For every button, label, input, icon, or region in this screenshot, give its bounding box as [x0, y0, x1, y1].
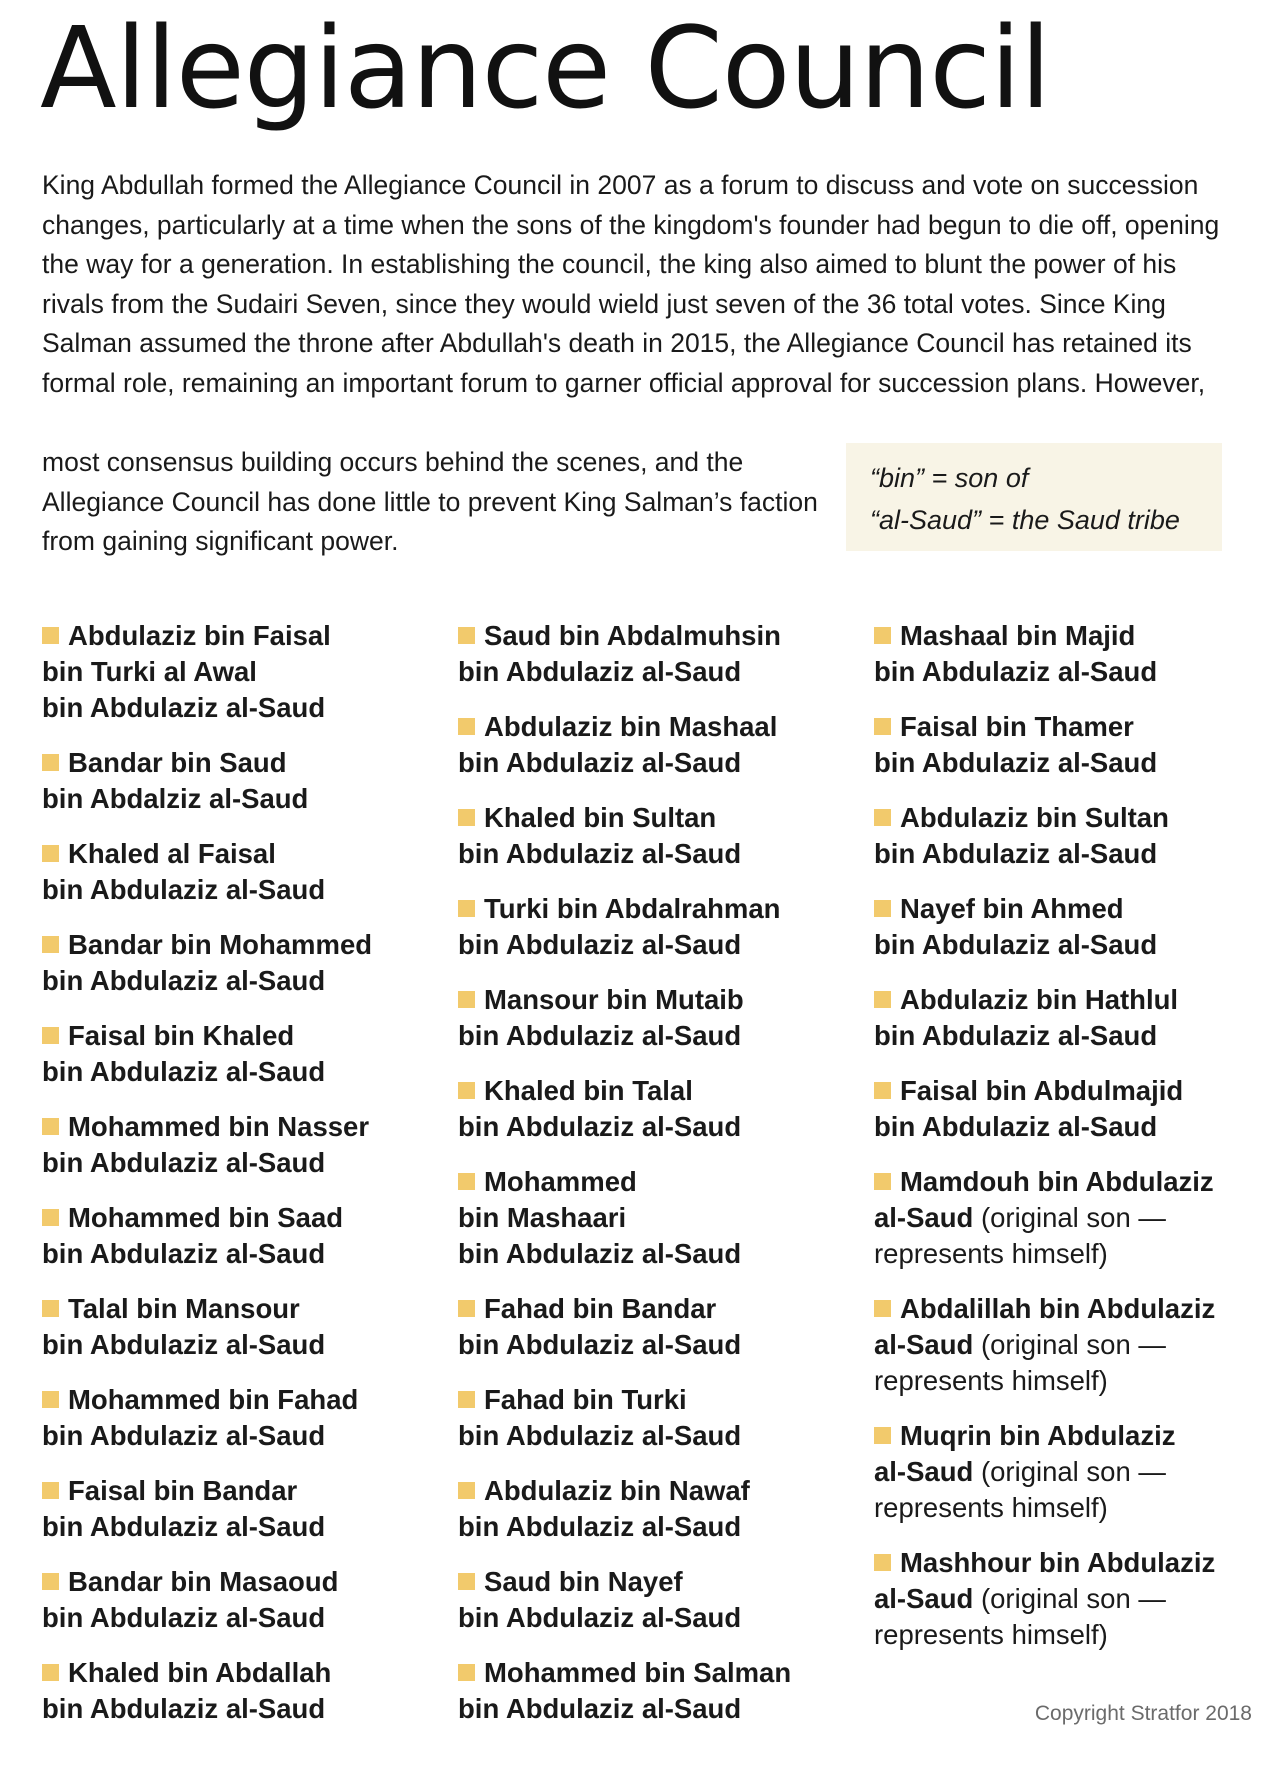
member-name-text: al-Saud	[874, 1583, 974, 1614]
member-entry	[458, 618, 858, 690]
member-name-text: bin Abdulaziz al-Saud	[42, 1329, 326, 1360]
member-name-text: Abdulaziz bin Hathlul	[900, 984, 1179, 1015]
member-note: (original son —	[980, 1583, 1166, 1614]
member-name-text: bin Abdulaziz al-Saud	[42, 1693, 326, 1724]
member-entry	[458, 1655, 858, 1727]
square-bullet-icon	[458, 900, 475, 917]
member-name-line	[42, 1291, 442, 1327]
member-name-text: bin Abdulaziz al-Saud	[458, 1420, 742, 1451]
member-entry	[42, 618, 442, 726]
member-lineage-line	[458, 1509, 858, 1545]
member-lineage-line	[874, 927, 1274, 963]
member-name-line	[458, 1564, 858, 1600]
member-name-line	[458, 709, 858, 745]
member-note: represents himself)	[874, 1492, 1108, 1523]
member-name-line	[458, 1473, 858, 1509]
member-name-text: bin Abdulaziz al-Saud	[458, 1693, 742, 1724]
member-name-text: bin Abdulaziz al-Saud	[458, 838, 742, 869]
member-name-text: Mohammed bin Salman	[484, 1657, 792, 1688]
member-entry	[458, 1291, 858, 1363]
member-name-text: bin Abdulaziz al-Saud	[874, 838, 1158, 869]
member-entry	[458, 1473, 858, 1545]
square-bullet-icon	[874, 1554, 891, 1571]
member-lineage-line	[458, 836, 858, 872]
member-name-line	[874, 1164, 1274, 1200]
member-name-line	[42, 1018, 442, 1054]
member-entry	[42, 1109, 442, 1181]
member-entry	[458, 891, 858, 963]
member-lineage-line	[42, 872, 442, 908]
member-name-text: bin Abdulaziz al-Saud	[874, 656, 1158, 687]
member-name-text: bin Abdulaziz al-Saud	[458, 1020, 742, 1051]
square-bullet-icon	[42, 1027, 59, 1044]
member-name-line	[458, 1382, 858, 1418]
member-name-line	[458, 800, 858, 836]
member-note: represents himself)	[874, 1365, 1108, 1396]
member-name-line	[874, 1073, 1274, 1109]
member-lineage-line	[42, 1145, 442, 1181]
member-name-text: Faisal bin Abdulmajid	[900, 1075, 1184, 1106]
member-name-text: Bandar bin Saud	[68, 747, 287, 778]
member-name-text: Mohammed	[484, 1166, 637, 1197]
member-entry	[42, 1018, 442, 1090]
member-entry	[874, 891, 1274, 963]
member-name-text: Abdulaziz bin Sultan	[900, 802, 1169, 833]
member-entry	[874, 618, 1274, 690]
square-bullet-icon	[42, 627, 59, 644]
member-name-text: Faisal bin Khaled	[68, 1020, 295, 1051]
member-name-text: bin Abdulaziz al-Saud	[42, 1602, 326, 1633]
member-lineage-line	[42, 1600, 442, 1636]
member-lineage-line	[874, 836, 1274, 872]
square-bullet-icon	[458, 1573, 475, 1590]
square-bullet-icon	[42, 1300, 59, 1317]
square-bullet-icon	[874, 809, 891, 826]
member-name-text: Mohammed bin Nasser	[68, 1111, 370, 1142]
square-bullet-icon	[874, 718, 891, 735]
member-name-text: Mashhour bin Abdulaziz	[900, 1547, 1216, 1578]
member-entry	[874, 800, 1274, 872]
intro-paragraph-continued: most consensus building occurs behind the scenes, and the Allegiance Council has done little to prevent King Salman’s faction from gaining significant power.	[42, 447, 818, 556]
member-name-text: Talal bin Mansour	[68, 1293, 300, 1324]
member-name-text: bin Abdulaziz al-Saud	[42, 1147, 326, 1178]
member-lineage-line	[874, 1200, 1274, 1236]
members-column-2	[458, 618, 858, 1746]
member-lineage-line	[42, 1509, 442, 1545]
member-name-text: Mansour bin Mutaib	[484, 984, 744, 1015]
member-name-text: bin Abdulaziz al-Saud	[458, 1111, 742, 1142]
members-column-1	[42, 618, 442, 1746]
member-name-text: Khaled bin Talal	[484, 1075, 693, 1106]
member-name-text: bin Abdulaziz al-Saud	[458, 1238, 742, 1269]
member-lineage-line	[874, 1327, 1274, 1363]
member-lineage-line	[458, 1018, 858, 1054]
member-name-line	[874, 1418, 1274, 1454]
member-name-line	[458, 618, 858, 654]
member-name-text: Khaled bin Sultan	[484, 802, 717, 833]
member-name-line	[874, 800, 1274, 836]
member-entry	[874, 982, 1274, 1054]
member-lineage-line	[458, 1236, 858, 1272]
square-bullet-icon	[458, 1664, 475, 1681]
member-name-text: bin Abdulaziz al-Saud	[874, 1020, 1158, 1051]
member-name-text: bin Abdulaziz al-Saud	[42, 1511, 326, 1542]
member-entry	[42, 1564, 442, 1636]
member-name-line	[458, 1073, 858, 1109]
member-lineage-line	[42, 1691, 442, 1727]
member-name-text: Nayef bin Ahmed	[900, 893, 1124, 924]
member-name-text: bin Abdulaziz al-Saud	[42, 965, 326, 996]
member-entry	[874, 1418, 1274, 1526]
member-name-text: Abdulaziz bin Mashaal	[484, 711, 778, 742]
member-lineage-line	[458, 745, 858, 781]
member-name-text: bin Abdulaziz al-Saud	[458, 656, 742, 687]
member-name-text: Khaled al Faisal	[68, 838, 276, 869]
member-lineage-line	[874, 1109, 1274, 1145]
member-name-text: Mohammed bin Saad	[68, 1202, 344, 1233]
square-bullet-icon	[42, 1118, 59, 1135]
square-bullet-icon	[874, 1427, 891, 1444]
member-name-line	[42, 1473, 442, 1509]
member-name-text: bin Abdulaziz al-Saud	[458, 1329, 742, 1360]
square-bullet-icon	[42, 936, 59, 953]
member-name-text: Khaled bin Abdallah	[68, 1657, 332, 1688]
member-name-text: Muqrin bin Abdulaziz	[900, 1420, 1176, 1451]
member-entry	[458, 982, 858, 1054]
square-bullet-icon	[458, 1173, 475, 1190]
copyright-notice: Copyright Stratfor 2018	[1034, 1702, 1252, 1725]
member-name-text: Mamdouh bin Abdulaziz	[900, 1166, 1214, 1197]
member-lineage-line	[874, 1018, 1274, 1054]
member-entry	[458, 1564, 858, 1636]
square-bullet-icon	[42, 1482, 59, 1499]
member-note: represents himself)	[874, 1619, 1108, 1650]
member-name-line	[42, 1382, 442, 1418]
terminology-key-box	[846, 443, 1222, 551]
member-entry	[874, 1545, 1274, 1653]
member-lineage-line	[458, 1200, 858, 1236]
member-entry	[874, 709, 1274, 781]
member-lineage-line	[42, 1054, 442, 1090]
member-name-text: bin Abdulaziz al-Saud	[42, 692, 326, 723]
member-entry	[42, 745, 442, 817]
member-name-line	[458, 891, 858, 927]
member-entry	[458, 709, 858, 781]
square-bullet-icon	[874, 627, 891, 644]
square-bullet-icon	[458, 627, 475, 644]
member-lineage-line	[42, 1418, 442, 1454]
member-entry	[42, 1473, 442, 1545]
page-title: Allegiance Council	[40, 4, 1051, 134]
member-entry	[42, 927, 442, 999]
square-bullet-icon	[458, 718, 475, 735]
square-bullet-icon	[42, 754, 59, 771]
member-name-text: Abdulaziz bin Faisal	[68, 620, 331, 651]
member-name-text: Abdulaziz bin Nawaf	[484, 1475, 750, 1506]
square-bullet-icon	[42, 1573, 59, 1590]
member-name-line	[458, 1655, 858, 1691]
member-name-text: bin Abdulaziz al-Saud	[42, 874, 326, 905]
member-name-line	[458, 982, 858, 1018]
member-entry	[458, 800, 858, 872]
member-note: (original son —	[980, 1202, 1166, 1233]
member-name-line	[458, 1291, 858, 1327]
member-name-text: Mashaal bin Majid	[900, 620, 1136, 651]
member-entry	[458, 1073, 858, 1145]
member-entry	[42, 1655, 442, 1727]
member-name-text: bin Abdulaziz al-Saud	[42, 1238, 326, 1269]
member-name-line	[874, 982, 1274, 1018]
member-name-text: Bandar bin Mohammed	[68, 929, 373, 960]
member-entry	[458, 1164, 858, 1272]
member-name-line	[42, 836, 442, 872]
member-name-text: Faisal bin Thamer	[900, 711, 1134, 742]
key-al-saud-definition: “al-Saud” = the Saud tribe	[870, 505, 1180, 535]
member-name-text: Turki bin Abdalrahman	[484, 893, 781, 924]
member-name-line	[42, 1109, 442, 1145]
square-bullet-icon	[874, 991, 891, 1008]
member-note: represents himself)	[874, 1238, 1108, 1269]
member-name-line	[458, 1164, 858, 1200]
member-entry	[874, 1073, 1274, 1145]
member-name-line	[874, 709, 1274, 745]
square-bullet-icon	[458, 991, 475, 1008]
member-lineage-line	[42, 1236, 442, 1272]
member-entry	[42, 1382, 442, 1454]
member-name-line	[42, 927, 442, 963]
member-lineage-line	[42, 963, 442, 999]
member-lineage-line	[42, 1327, 442, 1363]
square-bullet-icon	[874, 1082, 891, 1099]
square-bullet-icon	[458, 809, 475, 826]
member-name-text: Abdalillah bin Abdulaziz	[900, 1293, 1216, 1324]
member-note: (original son —	[980, 1329, 1166, 1360]
member-lineage-line	[458, 1600, 858, 1636]
square-bullet-icon	[874, 1173, 891, 1190]
member-name-line	[42, 1564, 442, 1600]
member-name-text: bin Turki al Awal	[42, 656, 257, 687]
member-lineage-line	[458, 1691, 858, 1727]
member-note: (original son —	[980, 1456, 1166, 1487]
member-lineage-line	[874, 1454, 1274, 1490]
member-name-text: Mohammed bin Fahad	[68, 1384, 359, 1415]
member-name-text: bin Abdulaziz al-Saud	[458, 1511, 742, 1542]
member-entry	[42, 1291, 442, 1363]
member-name-text: bin Abdalziz al-Saud	[42, 783, 309, 814]
member-name-text: bin Abdulaziz al-Saud	[458, 747, 742, 778]
member-name-text: al-Saud	[874, 1456, 974, 1487]
member-lineage-line	[42, 654, 442, 690]
member-name-text: Saud bin Nayef	[484, 1566, 683, 1597]
member-name-line	[874, 618, 1274, 654]
member-name-text: bin Mashaari	[458, 1202, 627, 1233]
member-lineage-line	[458, 1327, 858, 1363]
member-name-text: bin Abdulaziz al-Saud	[874, 1111, 1158, 1142]
intro-paragraph: King Abdullah formed the Allegiance Council in 2007 as a forum to discuss and vote on succession changes, particularly at a time when the sons of the kingdom's founder had begun to die off, opening the way for a generation. In establishing the council, the king also aimed to blunt the power of his rivals from the Sudairi Seven, since they would wield just seven of the 36 total votes. Since King Salman assumed the throne after Abdullah's death in 2015, the Allegiance Council has retained its formal role, remaining an important forum to garner official approval for succession plans. However,	[42, 170, 1220, 398]
members-column-3	[874, 618, 1274, 1672]
member-name-text: bin Abdulaziz al-Saud	[42, 1420, 326, 1451]
member-name-text: bin Abdulaziz al-Saud	[874, 929, 1158, 960]
member-name-text: al-Saud	[874, 1329, 974, 1360]
member-name-text: Faisal bin Bandar	[68, 1475, 298, 1506]
member-lineage-line	[42, 781, 442, 817]
member-lineage-line	[458, 1418, 858, 1454]
square-bullet-icon	[42, 1209, 59, 1226]
member-name-line	[874, 891, 1274, 927]
square-bullet-icon	[458, 1391, 475, 1408]
member-lineage-line	[458, 927, 858, 963]
key-bin-definition: “bin” = son of	[870, 463, 1029, 493]
member-name-text: Fahad bin Bandar	[484, 1293, 717, 1324]
member-name-text: Saud bin Abdalmuhsin	[484, 620, 781, 651]
member-lineage-line	[874, 1581, 1274, 1617]
member-name-text: bin Abdulaziz al-Saud	[458, 1602, 742, 1633]
member-name-line	[42, 1655, 442, 1691]
member-name-text: bin Abdulaziz al-Saud	[874, 747, 1158, 778]
member-entry	[42, 1200, 442, 1272]
member-lineage-line	[458, 654, 858, 690]
member-name-line	[42, 745, 442, 781]
square-bullet-icon	[42, 1664, 59, 1681]
member-name-text: bin Abdulaziz al-Saud	[458, 929, 742, 960]
square-bullet-icon	[42, 845, 59, 862]
member-name-line	[42, 618, 442, 654]
square-bullet-icon	[874, 1300, 891, 1317]
member-entry	[874, 1164, 1274, 1272]
member-lineage-line	[458, 1109, 858, 1145]
square-bullet-icon	[458, 1082, 475, 1099]
member-name-line	[874, 1291, 1274, 1327]
member-name-line	[42, 1200, 442, 1236]
member-name-line	[874, 1545, 1274, 1581]
square-bullet-icon	[458, 1482, 475, 1499]
square-bullet-icon	[42, 1391, 59, 1408]
member-entry	[42, 836, 442, 908]
square-bullet-icon	[458, 1300, 475, 1317]
member-lineage-line	[874, 654, 1274, 690]
member-name-text: Fahad bin Turki	[484, 1384, 687, 1415]
member-name-text: bin Abdulaziz al-Saud	[42, 1056, 326, 1087]
member-entry	[874, 1291, 1274, 1399]
member-lineage-line	[42, 690, 442, 726]
square-bullet-icon	[874, 900, 891, 917]
member-lineage-line	[874, 745, 1274, 781]
member-name-text: al-Saud	[874, 1202, 974, 1233]
member-entry	[458, 1382, 858, 1454]
member-name-text: Bandar bin Masaoud	[68, 1566, 339, 1597]
